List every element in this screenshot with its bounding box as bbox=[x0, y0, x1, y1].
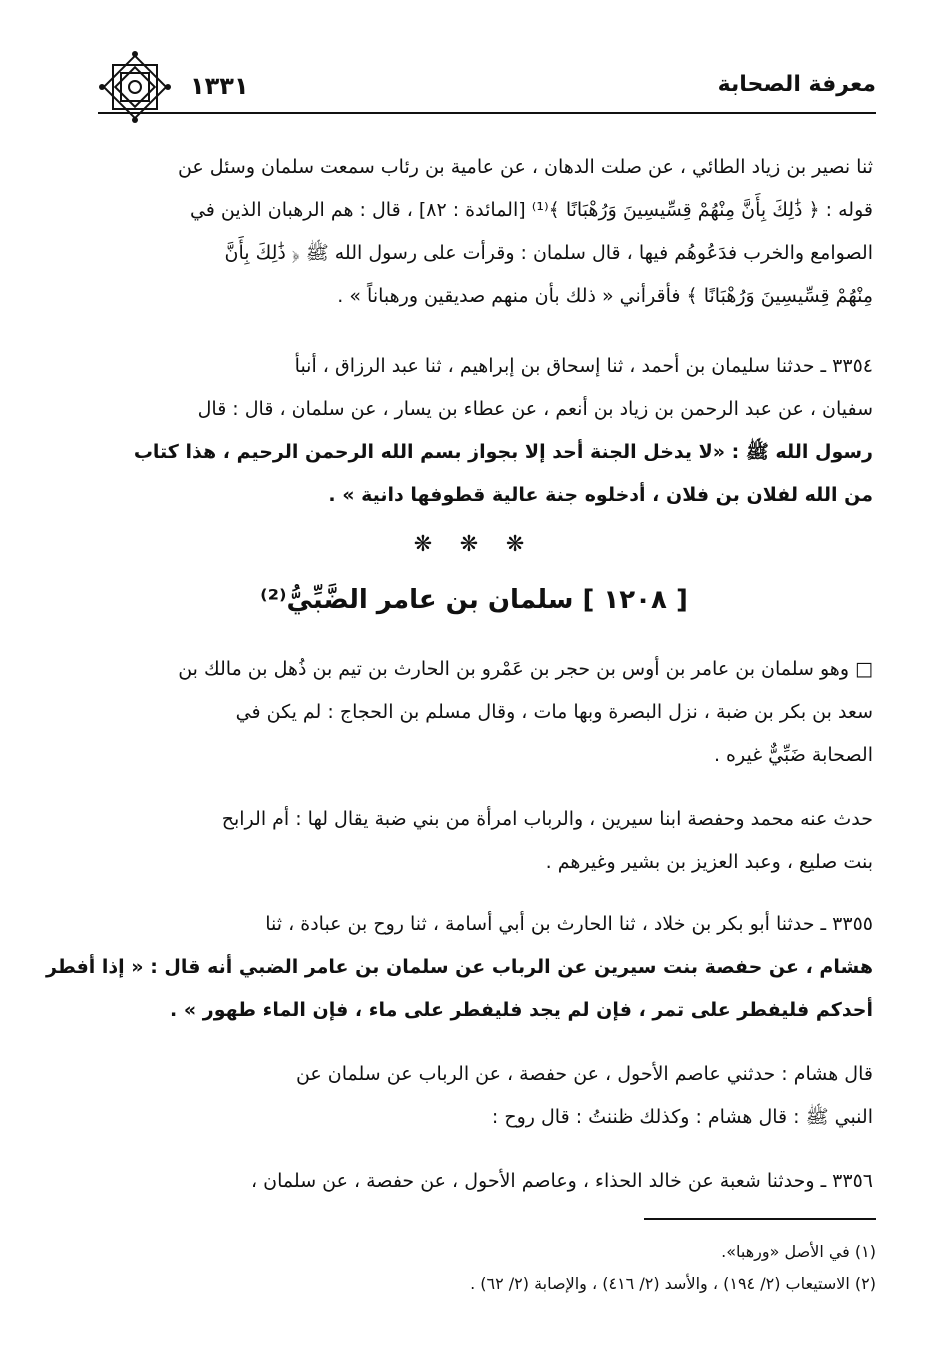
page-number: ١٣٣١ bbox=[190, 72, 249, 100]
section-separator: ❋ ❋ ❋ bbox=[413, 532, 535, 557]
text-line: الصوامع والخرب فدَعُوهُم فيها ، قال سلمان : وقرأت على رسول الله ﷺ ﴿ ذَٰلِكَ بِأَنَّ bbox=[224, 242, 873, 264]
text-line: □ وهو سلمان بن عامر بن أوس بن حجر بن عَمْرو بن الحارث بن تيم بن ذُهل بن مالك بن bbox=[178, 658, 873, 680]
text-line: رسول الله ﷺ : «لا يدخل الجنة أحد إلا بجواز بسم الله الرحمن الرحيم ، هذا كتاب bbox=[133, 441, 873, 463]
text-line: مِنْهُمْ قِسِّيسِينَ وَرُهْبَانًا ﴾ فأقرأني « ذلك بأن منهم صديقين ورهباناً » . bbox=[337, 285, 873, 307]
running-title: معرفة الصحابة bbox=[717, 72, 876, 97]
text-line: ثنا نصير بن زياد الطائي ، عن صلت الدهان ، عن عامية بن رئاب سمعت سلمان وسئل عن bbox=[177, 156, 873, 178]
text-line: ٣٣٥٦ ـ وحدثنا شعبة عن خالد الحذاء ، وعاصم الأحول ، عن حفصة ، عن سلمان ، bbox=[251, 1170, 873, 1192]
hisham-note bbox=[103, 1053, 873, 1139]
footnote-rule bbox=[644, 1218, 876, 1220]
hadith-3354 bbox=[103, 345, 873, 517]
footnote-1: (١) في الأصل «ورهبا». bbox=[721, 1242, 876, 1261]
text-line: سفيان ، عن عبد الرحمن بن زياد بن أنعم ، عن عطاء بن يسار ، عن سلمان ، قال : قال bbox=[197, 398, 873, 420]
text-line: بنت صليع ، وعبد العزيز بن بشير وغيرهم . bbox=[545, 851, 873, 873]
text-line: ٣٣٥٤ ـ حدثنا سليمان بن أحمد ، ثنا إسحاق بن إبراهيم ، ثنا عبد الرزاق ، أنبأ bbox=[294, 355, 873, 377]
text-line: قال هشام : حدثني عاصم الأحول ، عن حفصة ، عن الرباب عن سلمان عن bbox=[295, 1063, 873, 1085]
page-header bbox=[98, 50, 876, 130]
intro-paragraph bbox=[103, 146, 873, 318]
entry-title: [ ١٢٠٨ ] سلمان بن عامر الضَّبِّيُّ⁽²⁾ bbox=[260, 585, 688, 615]
text-line: هشام ، عن حفصة بنت سيرين عن الرباب عن سلمان بن عامر الضبي أنه قال : « إذا أفطر bbox=[46, 956, 873, 978]
text-line: ٣٣٥٥ ـ حدثنا أبو بكر بن خلاد ، ثنا الحارث بن أبي أسامة ، ثنا روح بن عبادة ، ثنا bbox=[265, 913, 873, 935]
header-rule bbox=[98, 112, 876, 114]
hadith-3356 bbox=[103, 1160, 873, 1203]
text-line: قوله : ﴿ ذَٰلِكَ بِأَنَّ مِنْهُمْ قِسِّيسِينَ وَرُهْبَانًا ﴾⁽¹⁾ [المائدة : ٨٢] ، قال : هم الرهبان الذين في bbox=[189, 199, 873, 221]
footnotes bbox=[330, 1236, 876, 1300]
footnote-2: (٢) الاستيعاب (٢/ ١٩٤) ، والأسد (٢/ ٤١٦) ، والإصابة (٢/ ٦٢) . bbox=[470, 1274, 876, 1293]
text-line: النبي ﷺ : قال هشام : وكذلك ظننتُ : قال روح : bbox=[491, 1106, 873, 1128]
text-line: حدث عنه محمد وحفصة ابنا سيرين ، والرباب امرأة من بني ضبة يقال لها : أم الرابح bbox=[221, 808, 873, 830]
narrators-paragraph bbox=[103, 798, 873, 884]
text-line: من الله لفلان بن فلان ، أدخلوه جنة عالية قطوفها دانية » . bbox=[328, 484, 873, 506]
text-line: الصحابة ضَبِّيٌّ غيره . bbox=[713, 744, 873, 766]
biography-paragraph bbox=[103, 648, 873, 777]
text-line: سعد بن بكر بن ضبة ، نزل البصرة وبها مات ، وقال مسلم بن الحجاج : لم يكن في bbox=[235, 701, 873, 723]
hadith-3355 bbox=[46, 903, 873, 1032]
text-line: أحدكم فليفطر على تمر ، فإن لم يجد فليفطر على ماء ، فإن الماء طهور » . bbox=[170, 999, 873, 1021]
